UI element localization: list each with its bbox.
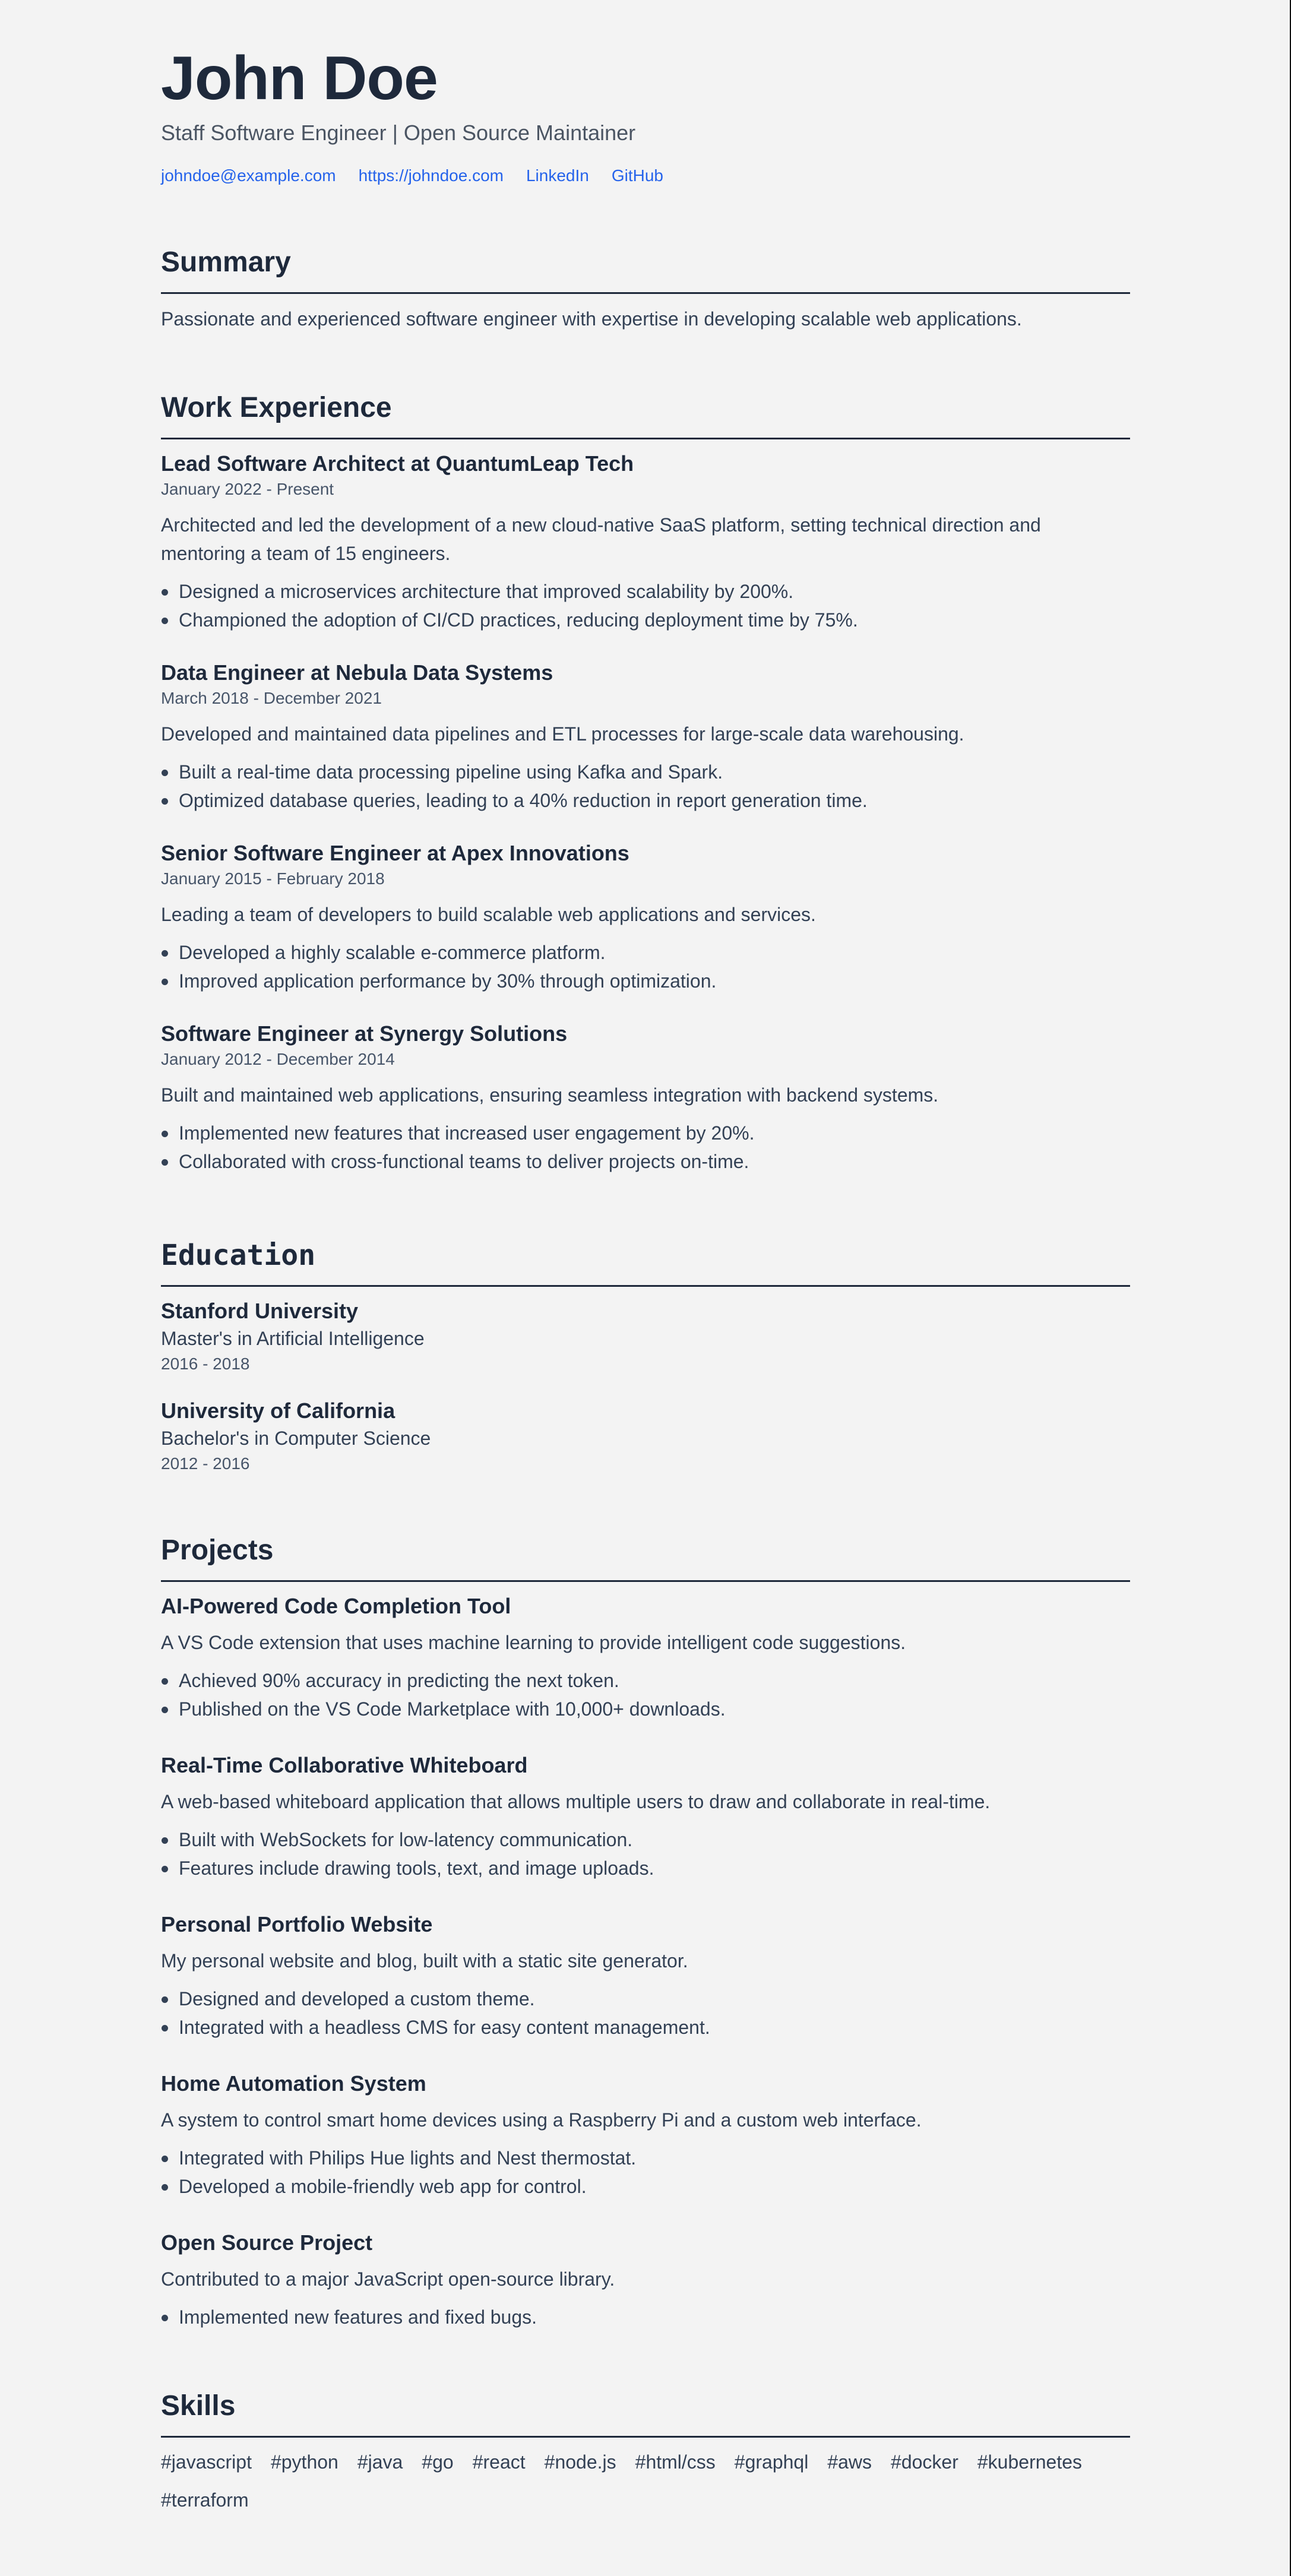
section-title-work-experience: Work Experience	[161, 390, 1130, 439]
work-experience-section	[161, 390, 1130, 1176]
project-entry	[161, 1593, 1130, 1723]
job-title: Lead Software Architect at QuantumLeap Tech	[161, 451, 634, 476]
job-dates: January 2012 - December 2014	[161, 1050, 395, 1068]
job-title: Data Engineer at Nebula Data Systems	[161, 660, 553, 685]
job-title: Senior Software Engineer at Apex Innovations	[161, 841, 629, 865]
summary-section	[161, 245, 1130, 333]
project-title: Real-Time Collaborative Whiteboard	[161, 1753, 528, 1777]
project-title: Home Automation System	[161, 2071, 426, 2096]
achievement-item: Developed a highly scalable e-commerce platform.	[161, 938, 1130, 967]
project-highlights	[161, 2144, 1130, 2201]
skill-tag: #react	[472, 2451, 526, 2473]
project-title: AI-Powered Code Completion Tool	[161, 1594, 511, 1618]
section-title-projects: Projects	[161, 1533, 1130, 1582]
achievement-item: Built a real-time data processing pipeline using Kafka and Spark.	[161, 758, 1130, 786]
skills-list	[161, 2450, 1130, 2512]
job-entry	[161, 450, 1130, 634]
job-achievements	[161, 577, 1130, 634]
skill-tag: #node.js	[544, 2451, 616, 2473]
education-years: 2012 - 2016	[161, 1454, 250, 1473]
highlight-item: Features include drawing tools, text, and image uploads.	[161, 1854, 1130, 1882]
skill-tag: #javascript	[161, 2451, 252, 2473]
highlight-item: Integrated with a headless CMS for easy content management.	[161, 2013, 1130, 2042]
project-highlights	[161, 1666, 1130, 1723]
job-description: Developed and maintained data pipelines and ETL processes for large-scale data warehousing.	[161, 723, 964, 745]
highlight-item: Achieved 90% accuracy in predicting the next token.	[161, 1666, 1130, 1695]
achievement-item: Optimized database queries, leading to a 40% reduction in report generation time.	[161, 786, 1130, 815]
highlight-item: Implemented new features and fixed bugs.	[161, 2303, 1130, 2331]
section-title-education: Education	[161, 1238, 1130, 1287]
highlight-item: Developed a mobile-friendly web app for control.	[161, 2172, 1130, 2201]
achievement-item: Collaborated with cross-functional teams to deliver projects on-time.	[161, 1147, 1130, 1176]
project-entry	[161, 1752, 1130, 1882]
school-name: Stanford University	[161, 1299, 359, 1323]
highlight-item: Designed and developed a custom theme.	[161, 1985, 1130, 2013]
skill-tag: #html/css	[635, 2451, 716, 2473]
projects-section	[161, 1533, 1130, 2331]
linkedin-link[interactable]: LinkedIn	[526, 166, 589, 185]
highlight-item: Published on the VS Code Marketplace with 10,000+ downloads.	[161, 1695, 1130, 1723]
achievement-item: Designed a microservices architecture that improved scalability by 200%.	[161, 577, 1130, 606]
project-description: A system to control smart home devices using a Raspberry Pi and a custom web interface.	[161, 2109, 922, 2131]
skill-tag: #java	[357, 2451, 403, 2473]
summary-text: Passionate and experienced software engineer with expertise in developing scalable web applications.	[161, 308, 1022, 330]
project-title: Open Source Project	[161, 2230, 373, 2255]
education-years: 2016 - 2018	[161, 1355, 250, 1373]
person-subtitle: Staff Software Engineer | Open Source Maintainer	[161, 121, 636, 145]
achievement-item: Improved application performance by 30% through optimization.	[161, 967, 1130, 995]
education-entry	[161, 1397, 1130, 1476]
job-dates: January 2015 - February 2018	[161, 869, 385, 888]
job-entry	[161, 659, 1130, 815]
degree: Master's in Artificial Intelligence	[161, 1328, 425, 1349]
email-link[interactable]: johndoe@example.com	[161, 166, 336, 185]
project-entry	[161, 2229, 1130, 2331]
job-description: Built and maintained web applications, ensuring seamless integration with backend systems.	[161, 1084, 939, 1106]
person-name: John Doe	[161, 44, 438, 113]
project-description: Contributed to a major JavaScript open-source library.	[161, 2268, 615, 2290]
job-description: Architected and led the development of a new cloud-native SaaS platform, setting technical direction and mentoring a team of 15 engineers.	[161, 514, 1041, 564]
achievement-item: Championed the adoption of CI/CD practices, reducing deployment time by 75%.	[161, 606, 1130, 634]
job-dates: March 2018 - December 2021	[161, 689, 382, 707]
contact-links	[161, 165, 1130, 186]
skill-tag: #terraform	[161, 2489, 249, 2511]
website-link[interactable]: https://johndoe.com	[358, 166, 504, 185]
skill-tag: #aws	[827, 2451, 872, 2473]
skill-tag: #graphql	[734, 2451, 809, 2473]
project-title: Personal Portfolio Website	[161, 1912, 433, 1936]
highlight-item: Integrated with Philips Hue lights and Nest thermostat.	[161, 2144, 1130, 2172]
achievement-item: Implemented new features that increased user engagement by 20%.	[161, 1119, 1130, 1147]
resume-page	[161, 0, 1130, 2512]
project-description: A VS Code extension that uses machine learning to provide intelligent code suggestions.	[161, 1632, 906, 1653]
project-description: My personal website and blog, built with a static site generator.	[161, 1950, 688, 1971]
job-entry	[161, 1020, 1130, 1176]
project-highlights	[161, 1985, 1130, 2042]
school-name: University of California	[161, 1398, 395, 1423]
resume-header	[161, 0, 1130, 186]
job-description: Leading a team of developers to build scalable web applications and services.	[161, 904, 816, 925]
project-description: A web-based whiteboard application that allows multiple users to draw and collaborate in real-time.	[161, 1791, 991, 1812]
skill-tag: #python	[270, 2451, 338, 2473]
education-entry	[161, 1298, 1130, 1376]
job-title: Software Engineer at Synergy Solutions	[161, 1021, 568, 1046]
skills-section	[161, 2388, 1130, 2512]
section-title-summary: Summary	[161, 245, 1130, 294]
job-achievements	[161, 1119, 1130, 1176]
github-link[interactable]: GitHub	[611, 166, 663, 185]
skill-tag: #docker	[891, 2451, 958, 2473]
degree: Bachelor's in Computer Science	[161, 1428, 431, 1449]
section-title-skills: Skills	[161, 2388, 1130, 2438]
highlight-item: Built with WebSockets for low-latency communication.	[161, 1825, 1130, 1854]
skill-tag: #kubernetes	[977, 2451, 1082, 2473]
job-entry	[161, 840, 1130, 995]
job-achievements	[161, 938, 1130, 995]
job-dates: January 2022 - Present	[161, 480, 334, 498]
project-highlights	[161, 1825, 1130, 1882]
education-section	[161, 1238, 1130, 1476]
skill-tag: #go	[422, 2451, 454, 2473]
project-entry	[161, 2070, 1130, 2201]
project-entry	[161, 1911, 1130, 2042]
job-achievements	[161, 758, 1130, 815]
project-highlights	[161, 2303, 1130, 2331]
